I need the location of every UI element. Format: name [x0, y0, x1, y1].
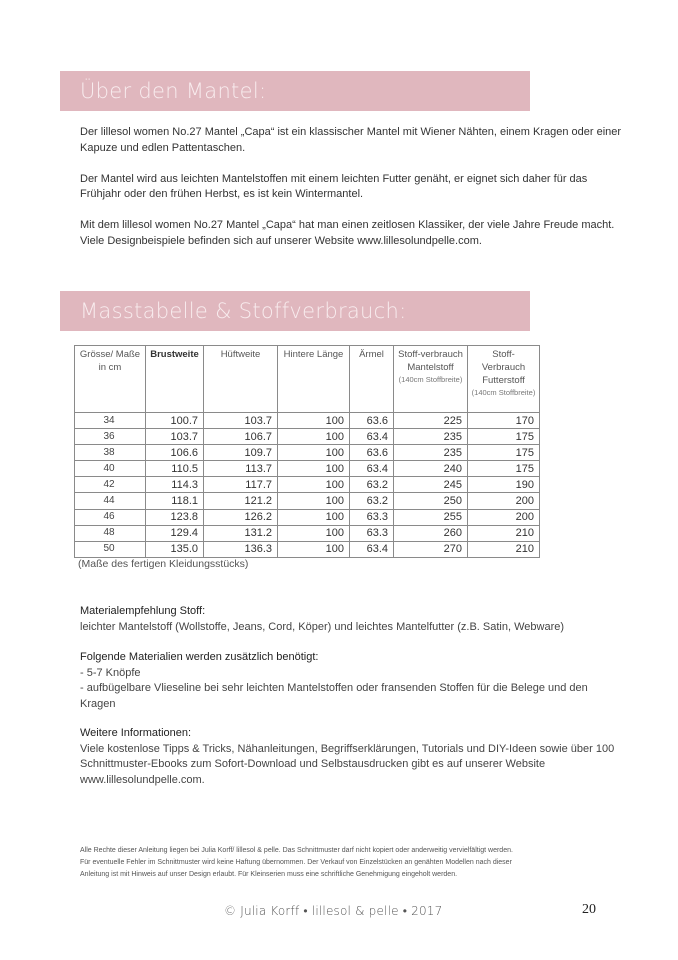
cell-lining-fabric: 175 [468, 429, 540, 445]
cell-coat-fabric: 260 [394, 525, 468, 541]
cell-back-length: 100 [278, 413, 350, 429]
table-row [75, 509, 540, 525]
cell-coat-fabric: 240 [394, 461, 468, 477]
cell-back-length: 100 [278, 541, 350, 557]
header-coat-fabric [394, 346, 468, 413]
table-row [75, 525, 540, 541]
cell-size: 38 [75, 445, 146, 461]
footer-copyright: © Julia Korff • lillesol & pelle • 2017 [224, 904, 443, 918]
table-row [75, 461, 540, 477]
table-row [75, 429, 540, 445]
cell-bust: 114.3 [146, 477, 204, 493]
table-caption: (Maße des fertigen Kleidungsstücks) [78, 558, 249, 570]
cell-coat-fabric: 225 [394, 413, 468, 429]
cell-bust: 110.5 [146, 461, 204, 477]
cell-sleeve: 63.3 [350, 525, 394, 541]
cell-back-length: 100 [278, 429, 350, 445]
material-text: leichter Mantelstoff (Wollstoffe, Jeans, Cord, Köper) und leichtes Mantelfutter (z.B. Satin, Webware) [80, 620, 565, 633]
cell-coat-fabric: 235 [394, 429, 468, 445]
header-hip: Hüftweite [204, 346, 278, 413]
about-paragraph-1: Der lillesol women No.27 Mantel „Capa“ ist ein klassischer Mantel mit Wiener Nähten, einem Kragen oder einer Kapuze und edlen Pattentaschen. [80, 126, 622, 154]
section-banner-about [60, 71, 530, 111]
about-text [80, 125, 625, 249]
cell-lining-fabric: 190 [468, 477, 540, 493]
cell-sleeve: 63.2 [350, 477, 394, 493]
cell-size: 40 [75, 461, 146, 477]
cell-hip: 106.7 [204, 429, 278, 445]
cell-hip: 103.7 [204, 413, 278, 429]
cell-back-length: 100 [278, 525, 350, 541]
cell-lining-fabric: 170 [468, 413, 540, 429]
cell-back-length: 100 [278, 493, 350, 509]
section-title-size-table: Masstabelle & Stoffverbrauch: [80, 299, 407, 323]
table-header-row [75, 346, 540, 413]
cell-back-length: 100 [278, 445, 350, 461]
cell-sleeve: 63.4 [350, 461, 394, 477]
header-size: Grösse/ Maße in cm [75, 346, 146, 413]
more-information-text: Viele kostenlose Tipps & Tricks, Nähanleitungen, Begriffserklärungen, Tutorials und DIY-Ideen sowie über 100 Schnittmuster-Ebooks zum Sofort-Download und Selbstausdrucken gibt es auf unserer Website www.lillesolundpelle.com. [80, 742, 615, 786]
header-lining-fabric-label: Stoff-Verbrauch Futterstoff [481, 349, 526, 386]
header-bust: Brustweite [146, 346, 204, 413]
cell-size: 36 [75, 429, 146, 445]
about-paragraph-3: Mit dem lillesol women No.27 Mantel „Capa“ hat man einen zeitlosen Klassiker, der viele Jahre Freude macht. [80, 219, 615, 231]
cell-lining-fabric: 200 [468, 493, 540, 509]
cell-back-length: 100 [278, 477, 350, 493]
table-row [75, 493, 540, 509]
header-coat-fabric-label: Stoff-verbrauch Mantelstoff [398, 349, 463, 373]
cell-lining-fabric: 200 [468, 509, 540, 525]
cell-bust: 118.1 [146, 493, 204, 509]
cell-bust: 100.7 [146, 413, 204, 429]
cell-sleeve: 63.2 [350, 493, 394, 509]
section-title-about: Über den Mantel: [80, 79, 267, 103]
cell-size: 44 [75, 493, 146, 509]
cell-size: 46 [75, 509, 146, 525]
additional-materials-heading: Folgende Materialien werden zusätzlich benötigt: [80, 651, 319, 663]
table-row [75, 477, 540, 493]
cell-size: 50 [75, 541, 146, 557]
table-row [75, 541, 540, 557]
legal-line: Anleitung ist mit Hinweis auf unser Design erlaubt. Für Kleinserien muss eine schriftliche Genehmigung eingeholt werden. [80, 871, 458, 878]
header-sleeve: Ärmel [350, 346, 394, 413]
cell-coat-fabric: 250 [394, 493, 468, 509]
legal-notice [80, 845, 640, 881]
cell-coat-fabric: 270 [394, 541, 468, 557]
cell-sleeve: 63.6 [350, 445, 394, 461]
about-paragraph-2: Der Mantel wird aus leichten Mantelstoffen mit einem leichten Futter genäht, er eignet sich daher für das Frühjahr oder den frühen Herbst, es ist kein Wintermantel. [80, 172, 588, 200]
cell-hip: 136.3 [204, 541, 278, 557]
cell-sleeve: 63.6 [350, 413, 394, 429]
cell-bust: 103.7 [146, 429, 204, 445]
page-number: 20 [582, 902, 596, 917]
table-row [75, 413, 540, 429]
about-paragraph-4: Viele Designbeispiele befinden sich auf unserer Website www.lillesolundpelle.com. [80, 234, 482, 247]
cell-lining-fabric: 210 [468, 541, 540, 557]
cell-back-length: 100 [278, 461, 350, 477]
cell-back-length: 100 [278, 509, 350, 525]
cell-coat-fabric: 245 [394, 477, 468, 493]
more-information-heading: Weitere Informationen: [80, 727, 192, 739]
material-recommendation [80, 604, 625, 635]
cell-hip: 113.7 [204, 461, 278, 477]
table-row [75, 445, 540, 461]
cell-hip: 121.2 [204, 493, 278, 509]
cell-lining-fabric: 175 [468, 461, 540, 477]
cell-sleeve: 63.3 [350, 509, 394, 525]
cell-hip: 117.7 [204, 477, 278, 493]
additional-material-item: - aufbügelbare Vlieseline bei sehr leichten Mantelstoffen oder fransenden Stoffen für die Belege und den Kragen [80, 682, 588, 710]
cell-sleeve: 63.4 [350, 429, 394, 445]
cell-sleeve: 63.4 [350, 541, 394, 557]
section-banner-size-table [60, 291, 530, 331]
cell-hip: 126.2 [204, 509, 278, 525]
cell-coat-fabric: 235 [394, 445, 468, 461]
cell-bust: 135.0 [146, 541, 204, 557]
additional-material-item: - 5-7 Knöpfe [80, 666, 141, 679]
material-heading: Materialempfehlung Stoff: [80, 605, 206, 617]
cell-size: 48 [75, 525, 146, 541]
cell-bust: 129.4 [146, 525, 204, 541]
header-back-length: Hintere Länge [278, 346, 350, 413]
cell-bust: 123.8 [146, 509, 204, 525]
cell-lining-fabric: 210 [468, 525, 540, 541]
cell-size: 34 [75, 413, 146, 429]
more-information [80, 726, 625, 788]
header-coat-fabric-note: (140cm Stoffbreite) [398, 375, 463, 384]
cell-coat-fabric: 255 [394, 509, 468, 525]
cell-hip: 109.7 [204, 445, 278, 461]
size-table [74, 345, 540, 558]
cell-size: 42 [75, 477, 146, 493]
legal-line: Für eventuelle Fehler im Schnittmuster wird keine Haftung übernommen. Der Verkauf von Einzelstücken an genähten Modellen nach dieser [80, 859, 512, 866]
cell-lining-fabric: 175 [468, 445, 540, 461]
additional-materials [80, 650, 625, 712]
header-lining-fabric [468, 346, 540, 413]
cell-hip: 131.2 [204, 525, 278, 541]
header-lining-fabric-note: (140cm Stoffbreite) [471, 388, 536, 397]
cell-bust: 106.6 [146, 445, 204, 461]
legal-line: Alle Rechte dieser Anleitung liegen bei Julia Korff/ lillesol & pelle. Das Schnittmuster darf nicht kopiert oder anderweitig vervielfältigt werden. [80, 847, 513, 854]
